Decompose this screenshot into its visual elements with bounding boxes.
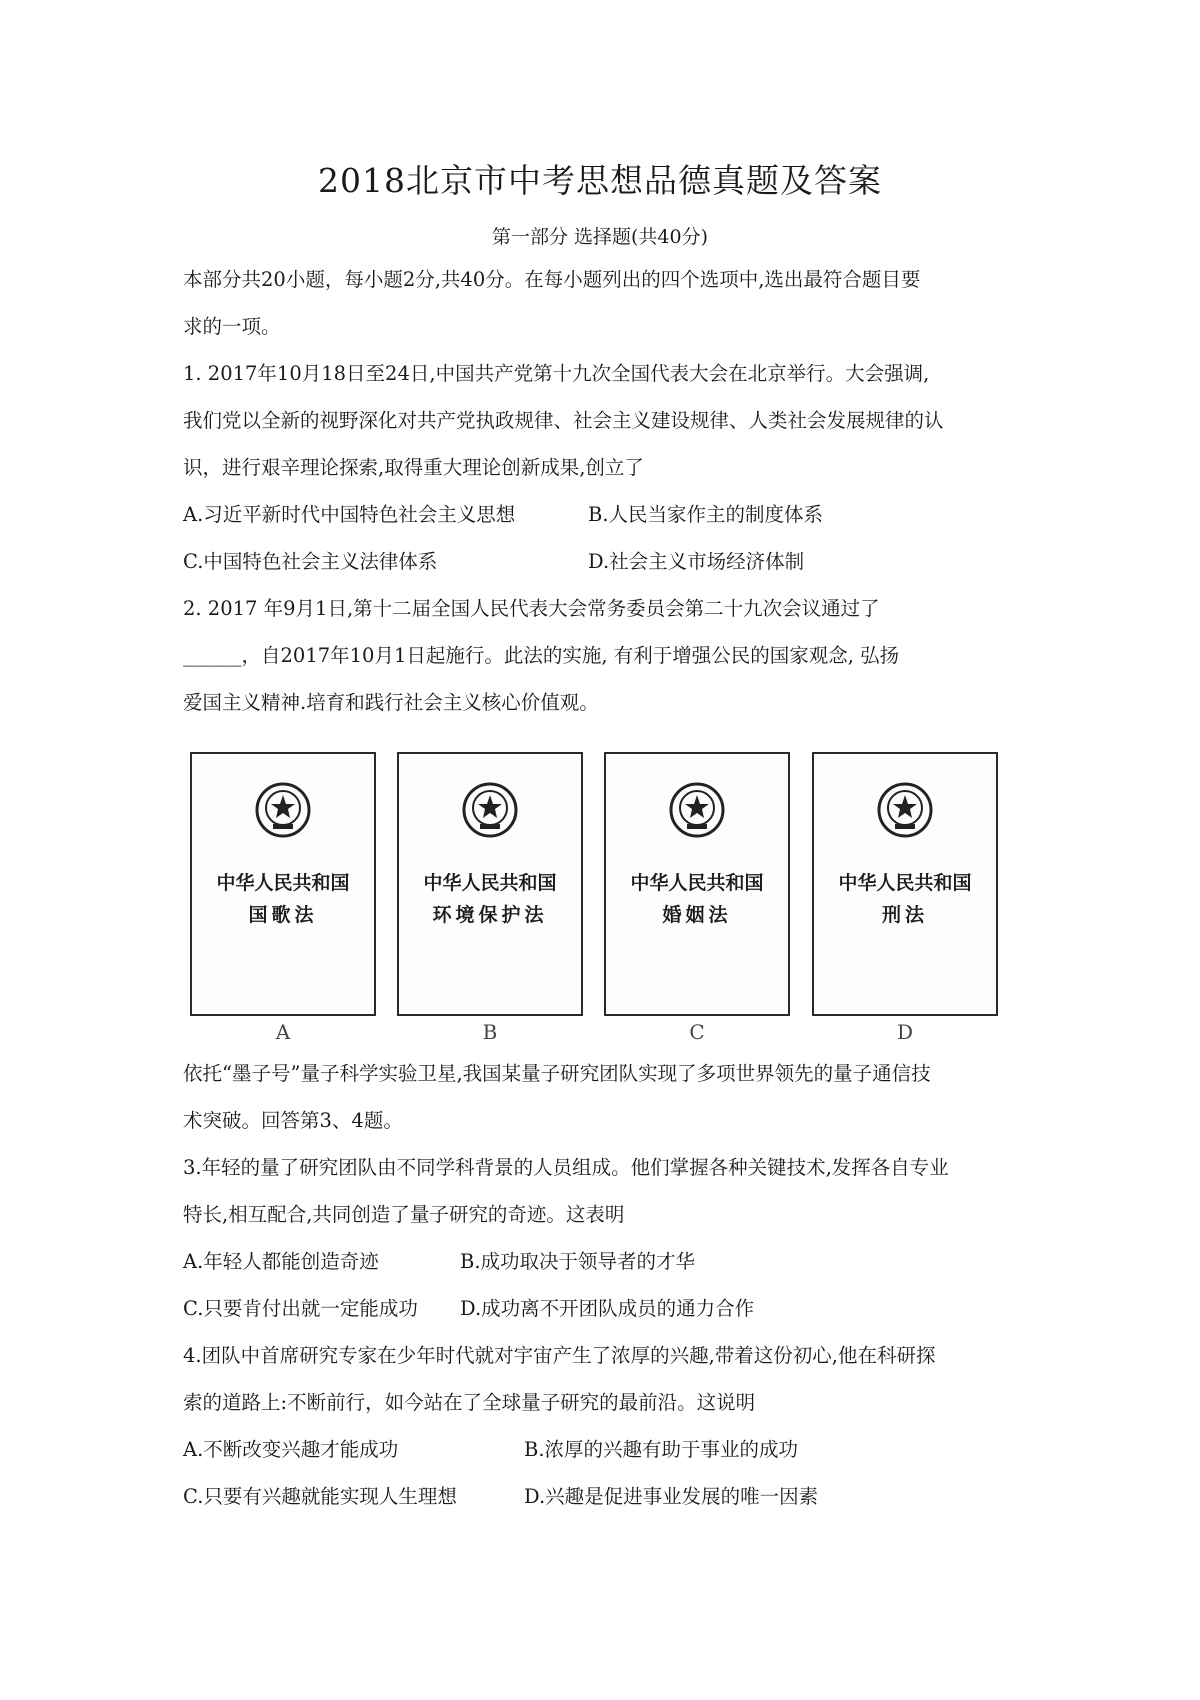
q4-option-d: D.兴趣是促进事业发展的唯一因素 (524, 1485, 819, 1508)
national-emblem-icon (253, 780, 313, 840)
book-title: 中华人民共和国 (423, 872, 557, 894)
q3-option-a: A.年轻人都能创造奇迹 (183, 1250, 379, 1273)
book-subtitle: 刑法 (881, 904, 928, 926)
section-heading: 第一部分 选择题(共40分) (491, 226, 709, 248)
book-title: 中华人民共和国 (630, 872, 764, 894)
q1-option-d: D.社会主义市场经济体制 (588, 550, 805, 573)
q4-line-2: 索的道路上:不断前行，如今站在了全球量子研究的最前沿。这说明 (183, 1391, 756, 1414)
q1-option-b: B.人民当家作主的制度体系 (588, 503, 824, 526)
q4-option-a: A.不断改变兴趣才能成功 (183, 1438, 399, 1461)
q1-option-a: A.习近平新时代中国特色社会主义思想 (183, 503, 516, 526)
passage-line-2: 术突破。回答第3、4题。 (183, 1109, 403, 1132)
q1-line-1: 1. 2017年10月18日至24日,中国共产党第十九次全国代表大会在北京举行。大会强调, (183, 362, 930, 385)
q3-line-2: 特长,相互配合,共同创造了量子研究的奇迹。这表明 (183, 1203, 625, 1226)
q3-option-c: C.只要肯付出就一定能成功 (183, 1297, 418, 1320)
book-title: 中华人民共和国 (216, 872, 350, 894)
book-cover-a (190, 752, 376, 1016)
book-subtitle: 国歌法 (248, 904, 318, 926)
passage-line-1: 依托“墨子号”量子科学实验卫星,我国某量子研究团队实现了多项世界领先的量子通信技 (183, 1062, 931, 1085)
q1-line-2: 我们党以全新的视野深化对共产党执政规律、社会主义建设规律、人类社会发展规律的认 (183, 409, 944, 432)
q4-line-1: 4.团队中首席研究专家在少年时代就对宇宙产生了浓厚的兴趣,带着这份初心,他在科研探 (183, 1344, 936, 1367)
book-caption-b: B (482, 1020, 498, 1044)
q2-line-3: 爱国主义精神.培育和践行社会主义核心价值观。 (183, 691, 599, 714)
book-caption-c: C (689, 1020, 705, 1044)
q3-option-b: B.成功取决于领导者的才华 (460, 1250, 696, 1273)
national-emblem-icon (875, 780, 935, 840)
book-caption-d: D (896, 1020, 914, 1044)
instructions-line-1: 本部分共20小题，每小题2分,共40分。在每小题列出的四个选项中,选出最符合题目要 (183, 268, 921, 291)
q4-option-c: C.只要有兴趣就能实现人生理想 (183, 1485, 457, 1508)
book-title: 中华人民共和国 (838, 872, 972, 894)
q1-option-c: C.中国特色社会主义法律体系 (183, 550, 438, 573)
page-title: 2018北京市中考思想品德真题及答案 (318, 161, 882, 200)
book-cover-b (397, 752, 583, 1016)
book-cover-c (604, 752, 790, 1016)
instructions-line-2: 求的一项。 (183, 315, 281, 338)
q1-line-3: 识，进行艰辛理论探索,取得重大理论创新成果,创立了 (183, 456, 644, 479)
q3-option-d: D.成功离不开团队成员的通力合作 (460, 1297, 755, 1320)
national-emblem-icon (460, 780, 520, 840)
book-subtitle: 婚姻法 (662, 904, 732, 926)
q3-line-1: 3.年轻的量了研究团队由不同学科背景的人员组成。他们掌握各种关键技术,发挥各自专业 (183, 1156, 949, 1179)
q2-line-1: 2. 2017 年9月1日,第十二届全国人民代表大会常务委员会第二十九次会议通过了 (183, 597, 880, 620)
book-cover-d (812, 752, 998, 1016)
q4-option-b: B.浓厚的兴趣有助于事业的成功 (524, 1438, 799, 1461)
q2-line-2: ______，自2017年10月1日起施行。此法的实施, 有利于增强公民的国家观念, 弘扬 (183, 644, 900, 667)
book-caption-a: A (275, 1020, 291, 1044)
book-subtitle: 环境保护法 (432, 904, 548, 926)
national-emblem-icon (667, 780, 727, 840)
